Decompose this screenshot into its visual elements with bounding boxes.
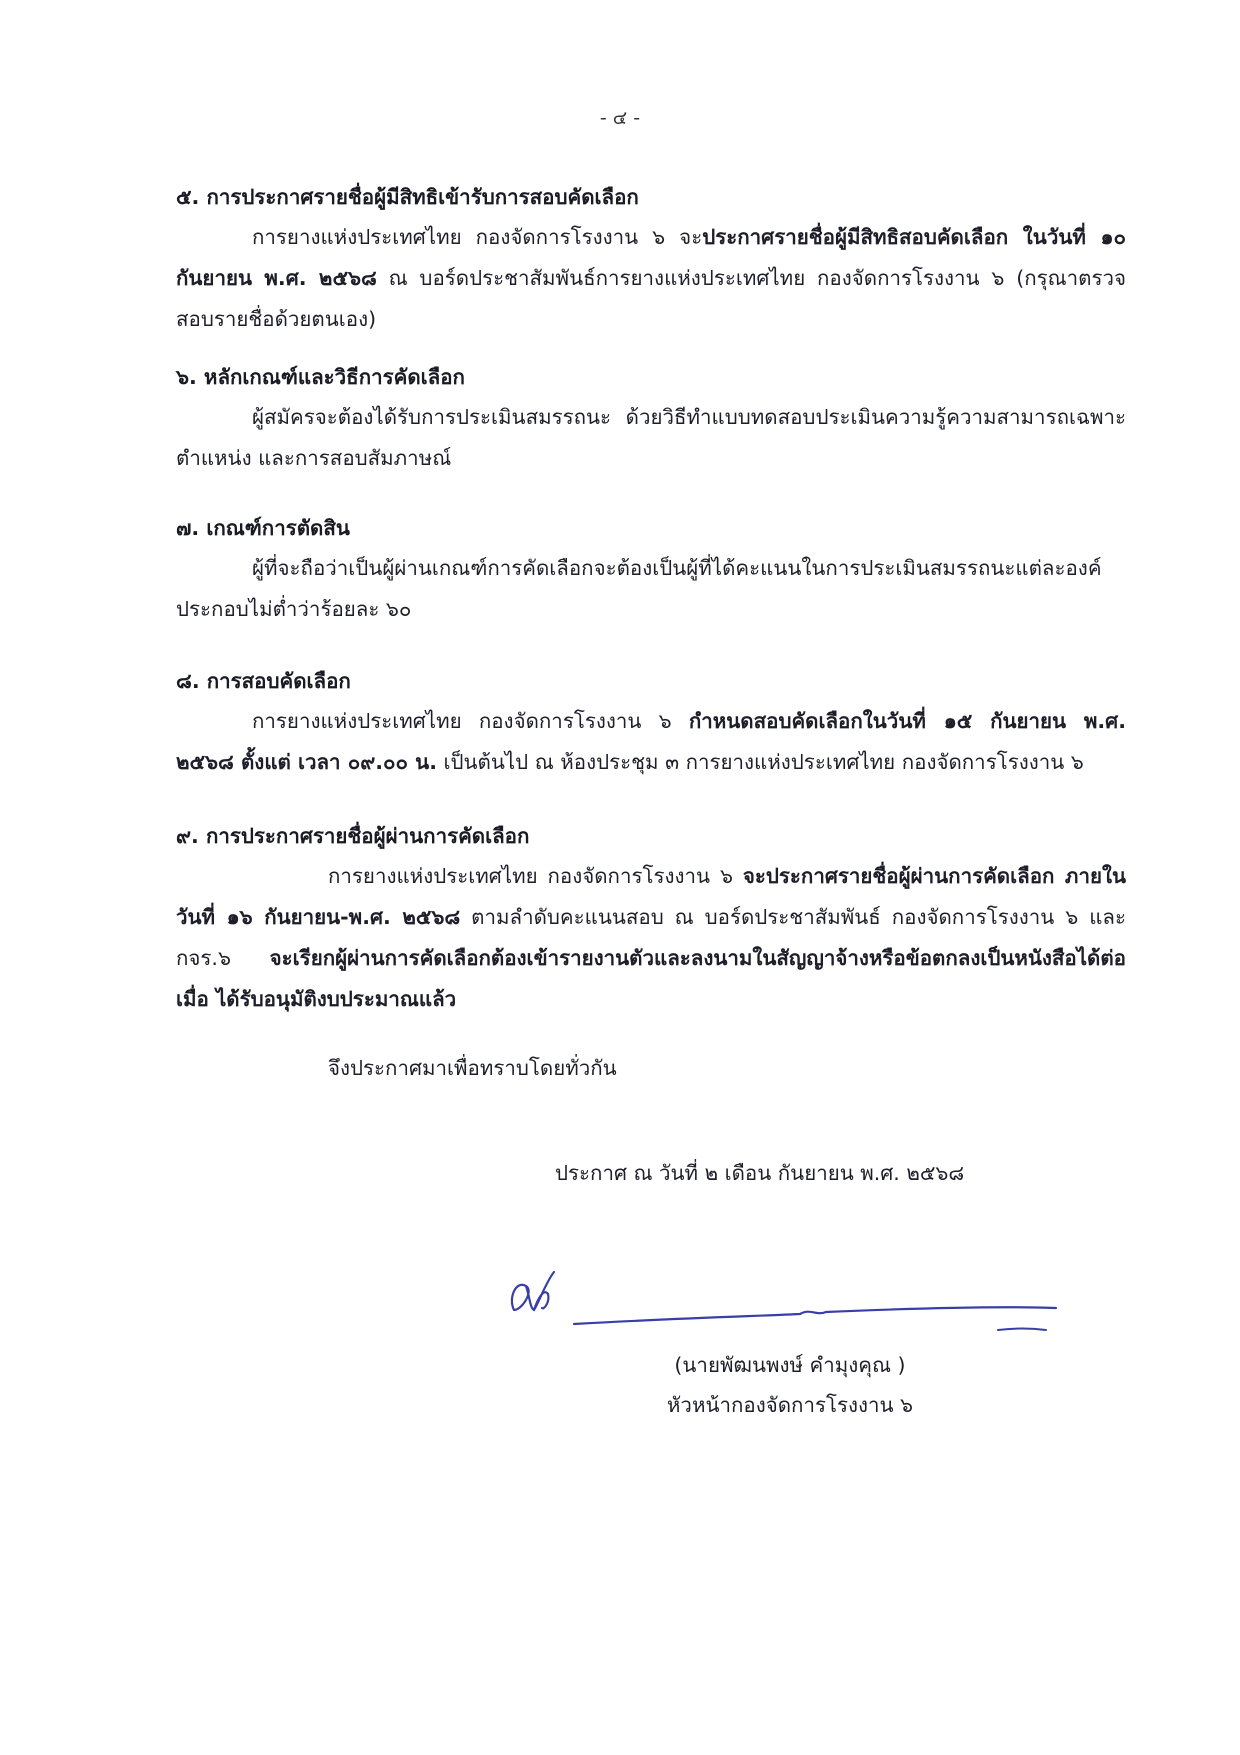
- signature-underline: [998, 1329, 1046, 1331]
- section-8-heading: ๘. การสอบคัดเลือก: [176, 669, 351, 693]
- announcement-date: ประกาศ ณ วันที่ ๒ เดือน กันยายน พ.ศ. ๒๕๖๘: [555, 1161, 965, 1185]
- signer-name: (นายพัฒนพงษ์ คำมุงคุณ ): [674, 1353, 906, 1377]
- signature-initials: [512, 1272, 554, 1310]
- section-7-body: ผู้ที่จะถือว่าเป็นผู้ผ่านเกณฑ์การคัดเลือกจะต้องเป็นผู้ที่ได้คะแนนในการประเมินสมรรถนะแต่ละองค์ประกอบไม่ต่ำว่าร้อยละ ๖๐: [176, 556, 1102, 621]
- section-8-body: การยางแห่งประเทศไทย กองจัดการโรงงาน ๖ กำหนดสอบคัดเลือกในวันที่ ๑๕ กันยายน พ.ศ. ๒๕๖๘ ตั้งแต่ เวลา ๐๙.๐๐ น. เป็นต้นไป ณ ห้องประชุม ๓ การยางแห่งประเทศไทย กองจัดการโรงงาน ๖: [176, 709, 1126, 774]
- section-9-heading: ๙. การประกาศรายชื่อผู้ผ่านการคัดเลือก: [176, 824, 530, 848]
- section-7: [176, 508, 1126, 630]
- signer-title: หัวหน้ากองจัดการโรงงาน ๖: [666, 1393, 914, 1417]
- signer-block: [560, 1345, 1020, 1425]
- section-5-body: การยางแห่งประเทศไทย กองจัดการโรงงาน ๖ จะประกาศรายชื่อผู้มีสิทธิสอบคัดเลือก ในวันที่ ๑๐ กันยายน พ.ศ. ๒๕๖๘ ณ บอร์ดประชาสัมพันธ์การยางแห่งประเทศไทย กองจัดการโรงงาน ๖ (กรุณาตรวจสอบรายชื่อด้วยตนเอง): [176, 225, 1127, 331]
- section-7-heading: ๗. เกณฑ์การตัดสิน: [176, 516, 350, 540]
- section-9: [176, 816, 1126, 1020]
- signature-stroke: [574, 1307, 1056, 1324]
- section-9-body: การยางแห่งประเทศไทย กองจัดการโรงงาน ๖ จะประกาศรายชื่อผู้ผ่านการคัดเลือก ภายในวันที่ ๑๖ กันยายน-พ.ศ. ๒๕๖๘ ตามลำดับคะแนนสอบ ณ บอร์ดประชาสัมพันธ์ กองจัดการโรงงาน ๖ และ กจร.๖ จะเรียกผู้ผ่านการคัดเลือกต้องเข้ารายงานตัวและลงนามในสัญญาจ้างหรือข้อตกลงเป็นหนังสือได้ต่อเมื่อ ได้รับอนุมัติงบประมาณแล้ว: [176, 864, 1126, 1011]
- section-6-heading: ๖. หลักเกณฑ์และวิธีการคัดเลือก: [176, 365, 465, 389]
- signature-image: [500, 1258, 1080, 1338]
- section-5-heading: ๕. การประกาศรายชื่อผู้มีสิทธิเข้ารับการสอบคัดเลือก: [176, 185, 639, 209]
- section-5: [176, 177, 1126, 340]
- section-6-body: ผู้สมัครจะต้องได้รับการประเมินสมรรถนะ ด้วยวิธีทำแบบทดสอบประเมินความรู้ความสามารถเฉพาะตำแหน่ง และการสอบสัมภาษณ์: [176, 405, 1126, 470]
- section-6: [176, 357, 1126, 479]
- closing-statement: จึงประกาศมาเพื่อทราบโดยทั่วกัน: [328, 1056, 617, 1080]
- section-8: [176, 661, 1126, 783]
- page-number: - ๔ -: [599, 107, 641, 129]
